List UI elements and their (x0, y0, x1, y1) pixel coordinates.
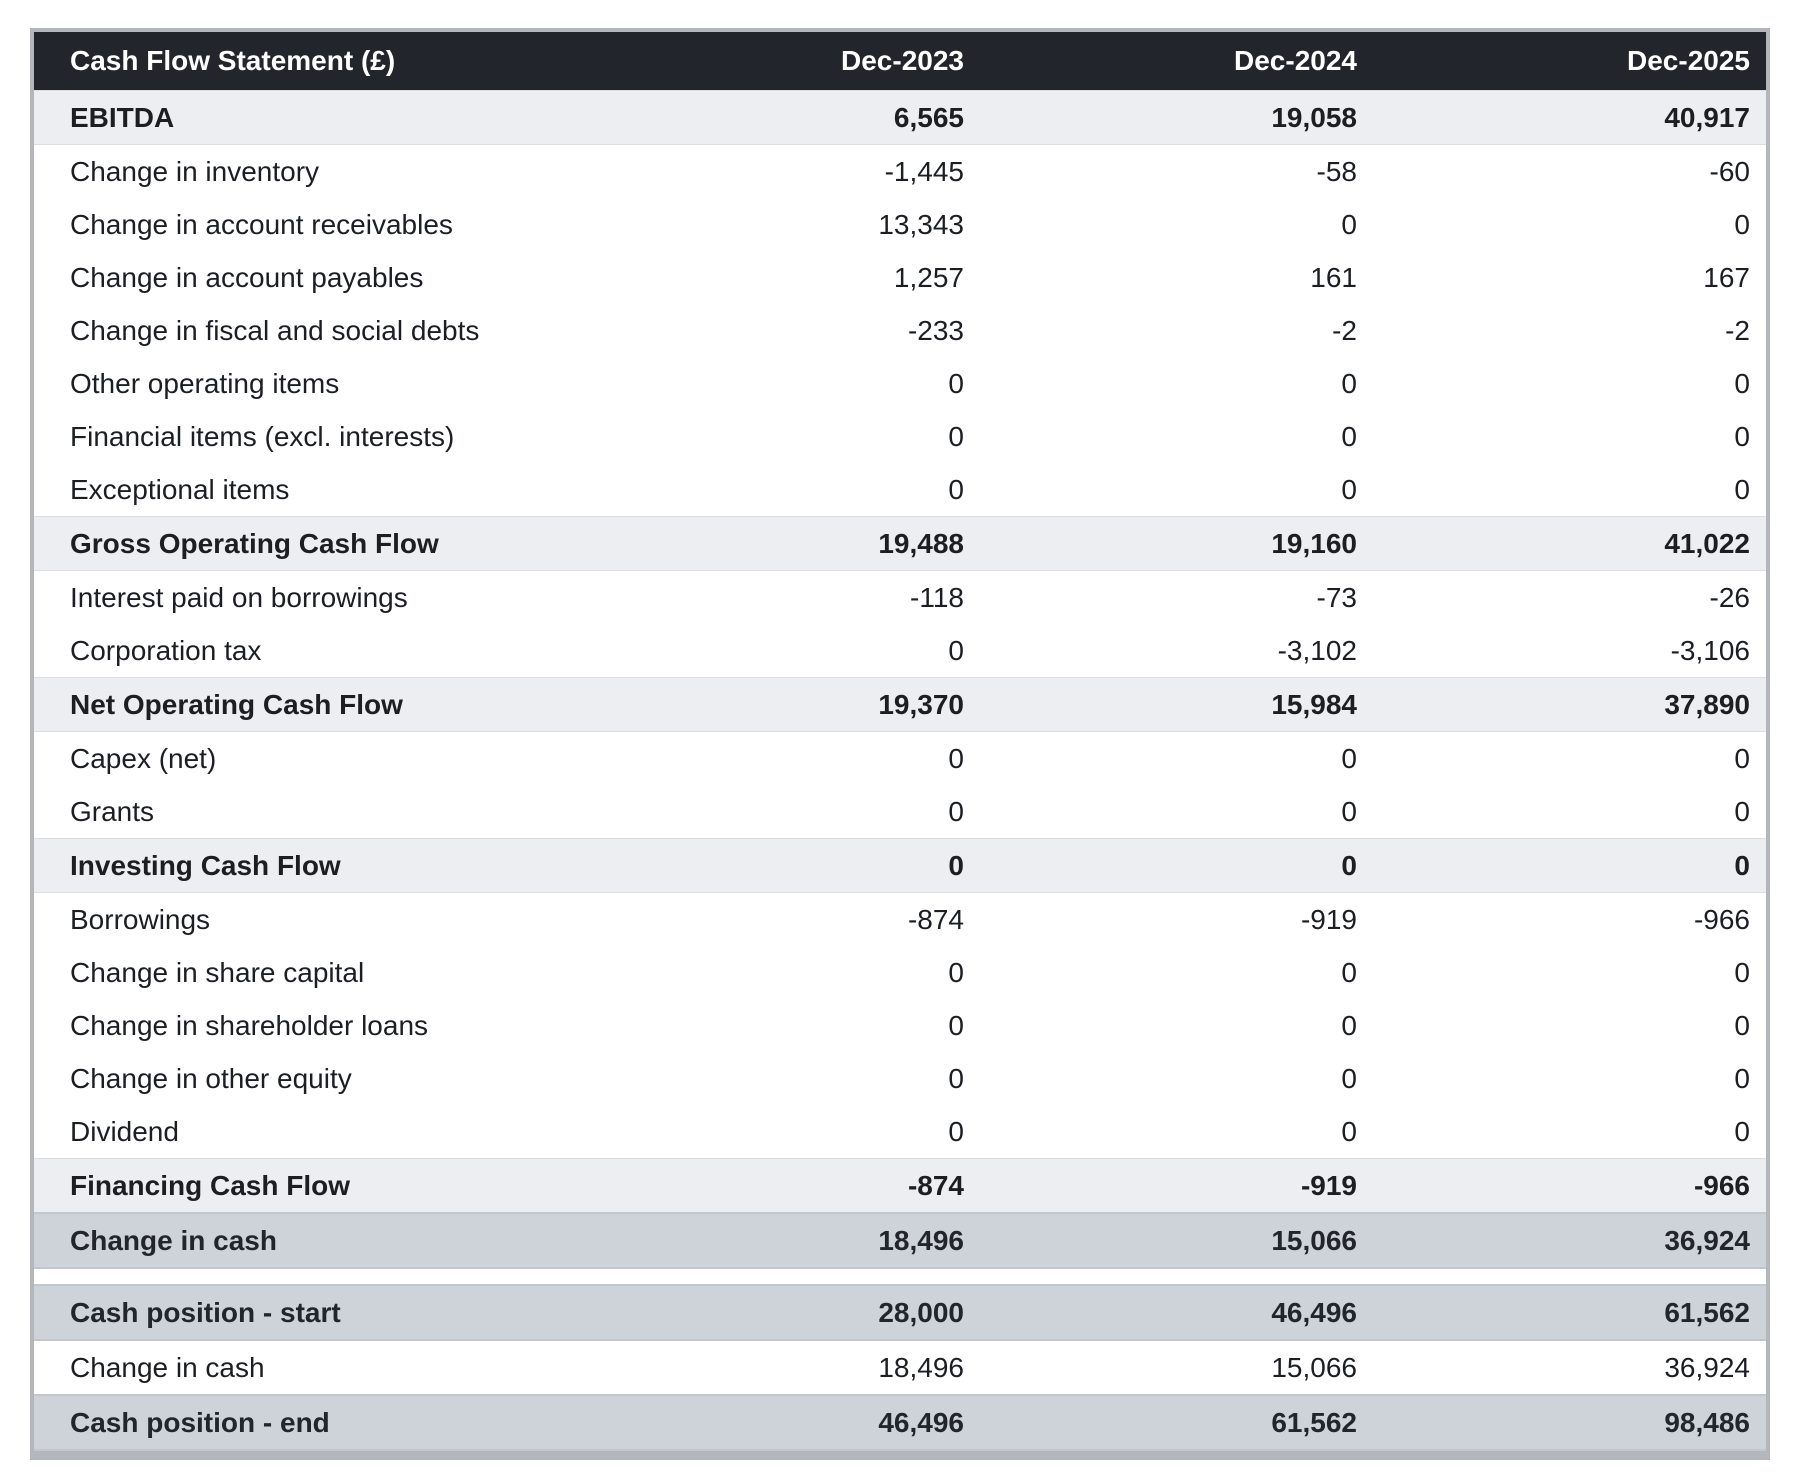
cell-value: -874 (587, 893, 980, 947)
row-label: Net Operating Cash Flow (34, 678, 587, 732)
row-label: Change in share capital (34, 946, 587, 999)
table-row (34, 304, 1766, 357)
row-label: Gross Operating Cash Flow (34, 517, 587, 571)
cashflow-table-body (34, 91, 1766, 1451)
row-label: Interest paid on borrowings (34, 571, 587, 625)
row-label: Change in fiscal and social debts (34, 304, 587, 357)
cell-value: 15,066 (980, 1213, 1373, 1268)
table-row (34, 571, 1766, 625)
column-header-dec-2025: Dec-2025 (1373, 32, 1766, 91)
cell-value: 36,924 (1373, 1213, 1766, 1268)
column-header-dec-2023: Dec-2023 (587, 32, 980, 91)
row-label: Grants (34, 785, 587, 839)
cell-value: 41,022 (1373, 517, 1766, 571)
cell-value: -3,102 (980, 624, 1373, 678)
table-row (34, 678, 1766, 732)
cell-value: 0 (980, 357, 1373, 410)
cell-value: 0 (980, 198, 1373, 251)
cell-value: 161 (980, 251, 1373, 304)
table-row (34, 1395, 1766, 1450)
table-row (34, 893, 1766, 947)
cell-value: -3,106 (1373, 624, 1766, 678)
cell-value: 0 (587, 1105, 980, 1159)
cell-value: -26 (1373, 571, 1766, 625)
cell-value: 0 (1373, 357, 1766, 410)
cell-value: -874 (587, 1159, 980, 1214)
cell-value: 0 (1373, 198, 1766, 251)
cell-value: 15,984 (980, 678, 1373, 732)
table-header (34, 32, 1766, 91)
cell-value: 0 (980, 732, 1373, 786)
table-row (34, 145, 1766, 199)
cell-value: 0 (1373, 999, 1766, 1052)
row-label: Dividend (34, 1105, 587, 1159)
table-title: Cash Flow Statement (£) (34, 32, 587, 91)
cell-value: 0 (1373, 839, 1766, 893)
cell-value: -58 (980, 145, 1373, 199)
row-label: Financing Cash Flow (34, 1159, 587, 1214)
row-label: Cash position - end (34, 1395, 587, 1450)
cell-value: 0 (980, 946, 1373, 999)
cell-value: -73 (980, 571, 1373, 625)
cell-value: 0 (1373, 410, 1766, 463)
table-row (34, 251, 1766, 304)
cell-value: 19,160 (980, 517, 1373, 571)
cell-value: 0 (587, 1052, 980, 1105)
cell-value: 28,000 (587, 1285, 980, 1340)
table-row (34, 1105, 1766, 1159)
cell-value: 13,343 (587, 198, 980, 251)
table-row (34, 463, 1766, 517)
row-label: EBITDA (34, 91, 587, 145)
cell-value: 18,496 (587, 1213, 980, 1268)
row-label: Change in shareholder loans (34, 999, 587, 1052)
cell-value: 36,924 (1373, 1340, 1766, 1395)
header-row (34, 32, 1766, 91)
cell-value: 167 (1373, 251, 1766, 304)
row-label: Exceptional items (34, 463, 587, 517)
cell-value: -1,445 (587, 145, 980, 199)
cell-value: 0 (1373, 732, 1766, 786)
cell-value: 0 (980, 785, 1373, 839)
cell-value: 0 (980, 410, 1373, 463)
cell-value: -966 (1373, 893, 1766, 947)
row-label: Change in cash (34, 1340, 587, 1395)
cell-value: 0 (587, 785, 980, 839)
cell-value: -966 (1373, 1159, 1766, 1214)
cell-value: 46,496 (587, 1395, 980, 1450)
row-label: Change in account receivables (34, 198, 587, 251)
row-label: Borrowings (34, 893, 587, 947)
table-row (34, 785, 1766, 839)
cell-value: 61,562 (980, 1395, 1373, 1450)
cell-value: 6,565 (587, 91, 980, 145)
cell-value: 0 (980, 999, 1373, 1052)
cell-value: 0 (980, 1105, 1373, 1159)
table-row (34, 839, 1766, 893)
cell-value: 0 (1373, 1105, 1766, 1159)
cell-value: 0 (587, 732, 980, 786)
cell-value: 0 (587, 357, 980, 410)
cell-value: 0 (587, 999, 980, 1052)
spacer-row (34, 1268, 1766, 1285)
row-label: Change in cash (34, 1213, 587, 1268)
table-row (34, 624, 1766, 678)
row-label: Capex (net) (34, 732, 587, 786)
cell-value: 40,917 (1373, 91, 1766, 145)
table-row (34, 91, 1766, 145)
cell-value: 18,496 (587, 1340, 980, 1395)
row-label: Change in account payables (34, 251, 587, 304)
table-row (34, 517, 1766, 571)
table-row (34, 1340, 1766, 1395)
cashflow-table (34, 32, 1766, 1451)
cell-value: -919 (980, 893, 1373, 947)
table-row (34, 999, 1766, 1052)
cell-value: -2 (1373, 304, 1766, 357)
cell-value: 15,066 (980, 1340, 1373, 1395)
table-row (34, 410, 1766, 463)
cell-value: 0 (1373, 1052, 1766, 1105)
cell-value: 19,370 (587, 678, 980, 732)
row-label: Financial items (excl. interests) (34, 410, 587, 463)
cell-value: 61,562 (1373, 1285, 1766, 1340)
cell-value: 0 (1373, 463, 1766, 517)
table-row (34, 198, 1766, 251)
cash-flow-statement-table (30, 28, 1770, 1460)
row-label: Change in other equity (34, 1052, 587, 1105)
table-row (34, 1159, 1766, 1214)
cell-value: 0 (980, 839, 1373, 893)
cell-value: 0 (587, 624, 980, 678)
cell-value: 0 (587, 410, 980, 463)
cell-value: 98,486 (1373, 1395, 1766, 1450)
table-row (34, 732, 1766, 786)
cell-value: 0 (587, 839, 980, 893)
cell-value: 19,058 (980, 91, 1373, 145)
cell-value: 0 (587, 946, 980, 999)
cell-value: 0 (980, 1052, 1373, 1105)
row-label: Other operating items (34, 357, 587, 410)
table-row (34, 1052, 1766, 1105)
table-row (34, 946, 1766, 999)
cell-value: 0 (980, 463, 1373, 517)
cell-value: 0 (1373, 946, 1766, 999)
table-row (34, 1213, 1766, 1268)
column-header-dec-2024: Dec-2024 (980, 32, 1373, 91)
row-label: Change in inventory (34, 145, 587, 199)
cell-value: 0 (1373, 785, 1766, 839)
spacer-cell (34, 1268, 1766, 1285)
cell-value: 19,488 (587, 517, 980, 571)
row-label: Corporation tax (34, 624, 587, 678)
cell-value: 1,257 (587, 251, 980, 304)
row-label: Investing Cash Flow (34, 839, 587, 893)
cell-value: -60 (1373, 145, 1766, 199)
cell-value: 46,496 (980, 1285, 1373, 1340)
cell-value: -2 (980, 304, 1373, 357)
table-row (34, 357, 1766, 410)
cell-value: -919 (980, 1159, 1373, 1214)
cell-value: -233 (587, 304, 980, 357)
cell-value: -118 (587, 571, 980, 625)
row-label: Cash position - start (34, 1285, 587, 1340)
cell-value: 0 (587, 463, 980, 517)
table-row (34, 1285, 1766, 1340)
cell-value: 37,890 (1373, 678, 1766, 732)
